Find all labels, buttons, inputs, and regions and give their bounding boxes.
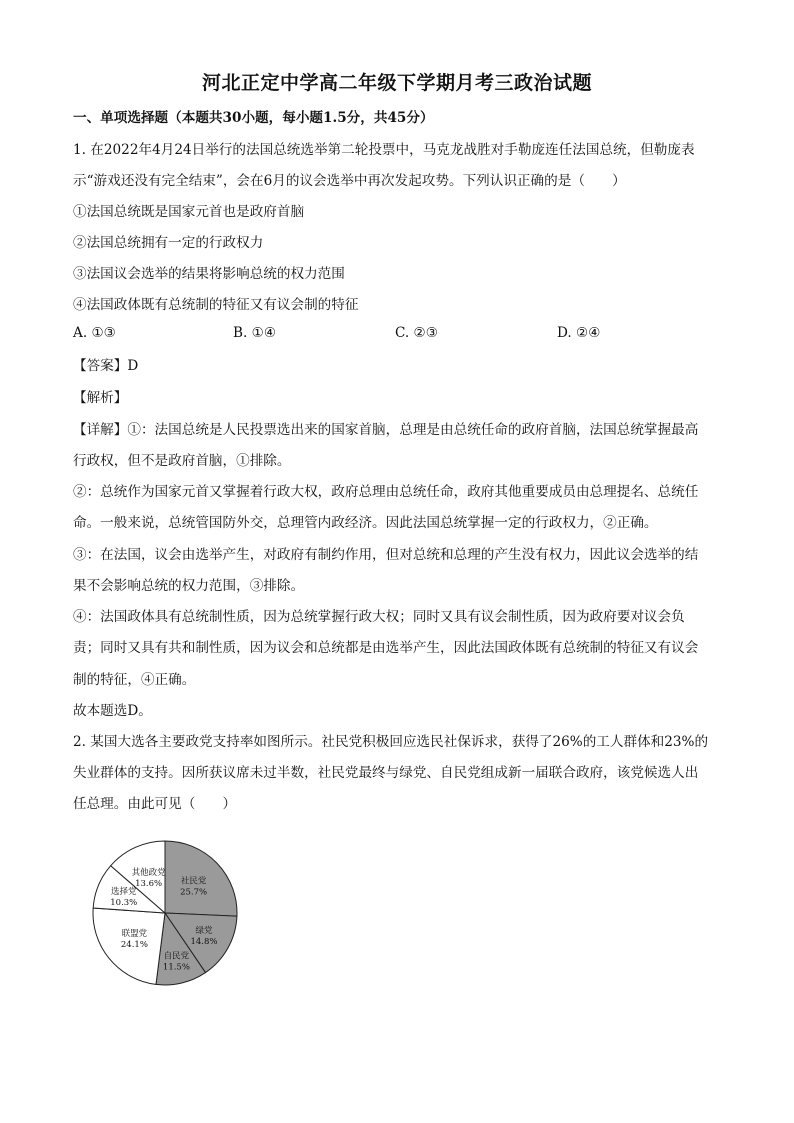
q1-detail-line: ②：总统作为国家元首又掌握着行政大权，政府总理由总统任命，政府其他重要成员由总理提名、总统任 xyxy=(73,484,699,500)
pie-label-value: 14.8% xyxy=(190,936,218,947)
pie-label-value: 13.6% xyxy=(135,878,163,889)
pie-chart xyxy=(70,828,260,998)
pie-label-value: 10.3% xyxy=(110,897,138,908)
q1-item-1: ①法国总统既是国家元首也是政府首脑 xyxy=(73,204,305,220)
q2-stem-line-1: 2. 某国大选各主要政党支持率如图所示。社民党积极回应选民社保诉求，获得了26%的工人群体和23%的 xyxy=(73,734,709,750)
pie-label-name: 选择党 xyxy=(111,886,137,897)
pie-label-value: 25.7% xyxy=(180,887,208,898)
q1-detail-line: 责；同时又具有共和制性质，因为议会和总统都是由选举产生，因此法国政体既有总统制的特征又有议会 xyxy=(73,640,699,656)
q2-stem-line-3: 任总理。由此可见（ ） xyxy=(73,796,237,812)
pie-label-value: 24.1% xyxy=(120,940,148,951)
pie-label-name: 绿党 xyxy=(195,925,213,936)
page-title: 河北正定中学高二年级下学期月考三政治试题 xyxy=(201,72,592,94)
q1-analysis-label: 【解析】 xyxy=(73,390,128,406)
pie-label-value: 11.5% xyxy=(162,962,190,973)
pie-label-name: 联盟党 xyxy=(121,929,148,940)
q1-option-d: D. ②④ xyxy=(557,325,601,341)
q1-answer: 【答案】D xyxy=(73,358,139,374)
q1-option-a: A. ①③ xyxy=(73,325,116,341)
q1-detail-line: 行政权，但不是政府首脑，①排除。 xyxy=(73,453,291,469)
q1-detail-line: 命。一般来说，总统管国防外交，总理管内政经济。因此法国总统掌握一定的行政权力，②正确。 xyxy=(73,515,658,531)
q1-item-4: ④法国政体既有总统制的特征又有议会制的特征 xyxy=(73,297,359,313)
q1-item-2: ②法国总统拥有一定的行政权力 xyxy=(73,235,264,251)
section-heading: 一、单项选择题（本题共30小题，每小题1.5分，共45分） xyxy=(73,110,434,126)
q1-stem-line-1: 1. 在2022年4月24日举行的法国总统选举第二轮投票中，马克龙战胜对手勒庞连任法国总统，但勒庞表 xyxy=(73,142,695,158)
pie-label-name: 其他政党 xyxy=(131,867,166,878)
q2-stem-line-2: 失业群体的支持。因所获议席未过半数，社民党最终与绿党、自民党组成新一届联合政府，该党候选人出 xyxy=(73,765,699,781)
q1-detail-line: 果不会影响总统的权力范围，③排除。 xyxy=(73,578,305,594)
q1-item-3: ③法国议会选举的结果将影响总统的权力范围 xyxy=(73,266,345,282)
q1-conclusion: 故本题选D。 xyxy=(73,703,152,719)
q1-detail-line: ③：在法国，议会由选举产生，对政府有制约作用，但对总统和总理的产生没有权力，因此议会选举的结 xyxy=(73,547,699,563)
q1-detail-line: ④：法国政体具有总统制性质，因为总统掌握行政大权；同时又具有议会制性质，因为政府要对议会负 xyxy=(73,609,685,625)
q1-stem-line-2: 示“游戏还没有完全结束”，会在6月的议会选举中再次发起攻势。下列认识正确的是（ ） xyxy=(73,173,626,189)
q1-option-b: B. ①④ xyxy=(233,325,277,341)
q1-option-c: C. ②③ xyxy=(395,325,438,341)
pie-label-name: 自民党 xyxy=(163,951,190,962)
pie-label-name: 社民党 xyxy=(180,876,207,887)
q1-detail-line: 制的特征，④正确。 xyxy=(73,672,196,688)
q1-detail-line: 【详解】①：法国总统是人民投票选出来的国家首脑，总理是由总统任命的政府首脑，法国总统掌握最高 xyxy=(73,422,699,438)
